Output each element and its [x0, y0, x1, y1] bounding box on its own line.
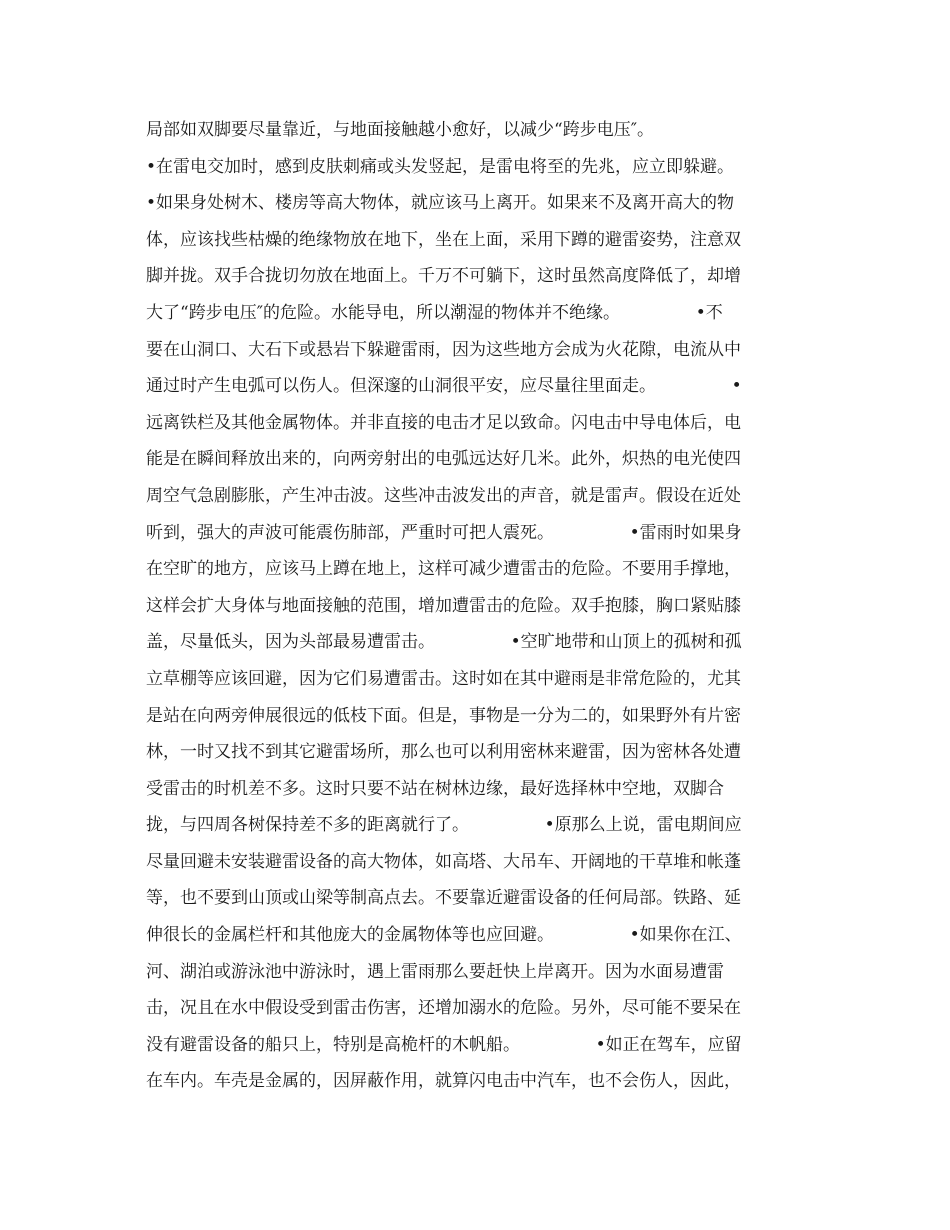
text-line: 能是在瞬间释放出来的，向两旁射出的电弧远达好几米。此外，炽热的电光使四 [146, 449, 741, 470]
text-line: 听到，强大的声波可能震伤肺部，严重时可把人震死。 •雷雨时如果身 [146, 522, 742, 543]
text-line: 这样会扩大身体与地面接触的范围，增加遭雷击的危险。双手抱膝，胸口紧贴膝 [146, 595, 741, 616]
text-line: 等，也不要到山顶或山梁等制高点去。不要靠近避雷设备的任何局部。铁路、延 [146, 888, 741, 909]
text-line: 击，况且在水中假设受到雷击伤害，还增加溺水的危险。另外，尽可能不要呆在 [146, 998, 741, 1019]
text-line: 体，应该找些枯燥的绝缘物放在地下，坐在上面，采用下蹲的避雷姿势，注意双 [146, 229, 741, 250]
text-line: 局部如双脚要尽量靠近，与地面接触越小愈好，以减少“跨步电压″。 [146, 120, 655, 140]
text-line: 在空旷的地方，应该马上蹲在地上，这样可减少遭雷击的危险。不要用手撑地， [146, 559, 741, 580]
text-line: 远离铁栏及其他金属物体。并非直接的电击才足以致命。闪电击中导电体后，电 [146, 412, 741, 433]
text-line: 通过时产生电弧可以伤人。但深邃的山洞很平安，应尽量往里面走。 • [146, 376, 742, 397]
text-line: 脚并拢。双手合拢切勿放在地面上。千万不可躺下，这时虽然高度降低了，却增 [146, 266, 741, 287]
body-text [146, 112, 802, 1100]
text-line: 河、湖泊或游泳池中游泳时，遇上雷雨那么要赶快上岸离开。因为水面易遭雷 [146, 961, 724, 982]
text-line: 受雷击的时机差不多。这时只要不站在树林边缘，最好选择林中空地，双脚合 [146, 778, 724, 799]
text-line: 拢，与四周各树保持差不多的距离就行了。 •原那么上说，雷电期间应 [146, 815, 742, 836]
text-line: 是站在向两旁伸展很远的低枝下面。但是，事物是一分为二的，如果野外有片密 [146, 705, 741, 726]
text-line: 在车内。车壳是金属的，因屏蔽作用，就算闪电击中汽车，也不会伤人，因此， [146, 1071, 741, 1092]
text-line: 盖，尽量低头，因为头部最易遭雷击。 •空旷地带和山顶上的孤树和孤 [146, 632, 742, 653]
text-line: 没有避雷设备的船只上，特别是高桅杆的木帆船。 •如正在驾车，应留 [146, 1034, 742, 1055]
text-line: •在雷电交加时，感到皮肤刺痛或头发竖起，是雷电将至的先兆，应立即躲避。 [146, 156, 735, 177]
text-line: 立草棚等应该回避，因为它们易遭雷击。这时如在其中避雨是非常危险的，尤其 [146, 668, 741, 689]
text-line: 林，一时又找不到其它避雷场所，那么也可以利用密林来避雷，因为密林各处遭 [146, 742, 741, 763]
text-line: •如果身处树木、楼房等高大物体，就应该马上离开。如果来不及离开高大的物 [146, 193, 735, 214]
text-line: 要在山洞口、大石下或悬岩下躲避雷雨，因为这些地方会成为火花隙，电流从中 [146, 339, 741, 360]
text-line: 大了“跨步电压″的危险。水能导电，所以潮湿的物体并不绝缘。 •不 [146, 302, 723, 323]
text-line: 伸很长的金属栏杆和其他庞大的金属物体等也应回避。 •如果你在江、 [146, 925, 742, 946]
text-line: 尽量回避未安装避雷设备的高大物体，如高塔、大吊车、开阔地的干草堆和帐蓬 [146, 851, 741, 872]
text-line: 周空气急剧膨胀，产生冲击波。这些冲击波发出的声音，就是雷声。假设在近处 [146, 485, 741, 506]
